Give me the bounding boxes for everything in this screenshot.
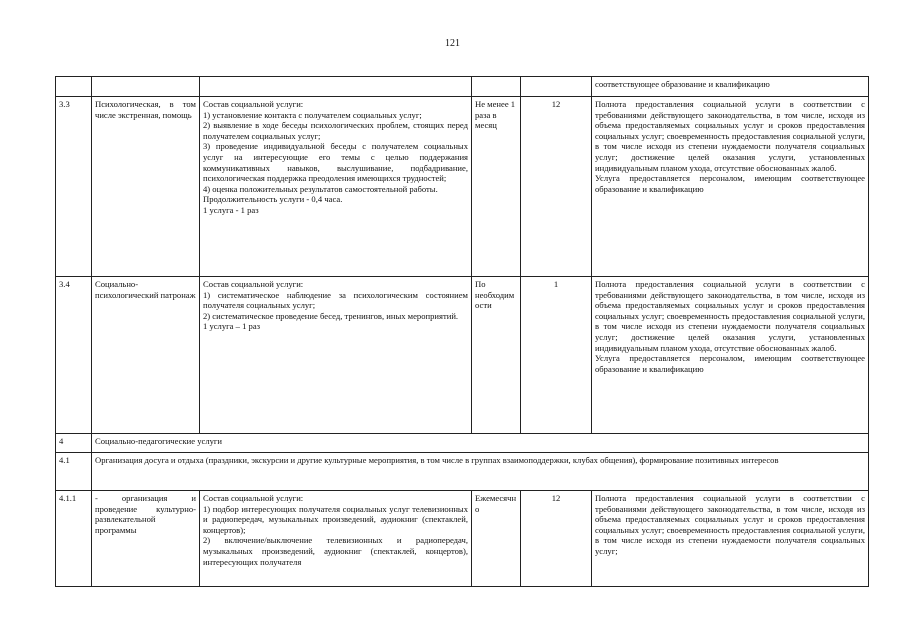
row-number: 4.1.1: [56, 491, 92, 587]
service-periodicity: По необходимости: [472, 277, 521, 434]
service-volume: 12: [521, 491, 592, 587]
service-name: Социально-психологический патронаж: [92, 277, 200, 434]
requirements-line: Услуга предоставляется персоналом, имеющим соответствующее образование и квалификацию: [595, 173, 865, 194]
table-row: [56, 97, 869, 277]
requirements-line: Полнота предоставления социальной услуги в соответствии с требованиями действующего законодательства, в том числе, исходя из объема предоставляемых социальных услуг и сроков предоставления социальных услуг; своевременность предоставления социальной услуги, в том числе исходя из степени нуждаемости получателя социальных услуг; достижение целей оказания услуги, установленных индивидуальным планом ухода, отсутствие обоснованных жалоб.: [595, 99, 865, 173]
composition-line: 1) подбор интересующих получателя социальных услуг телевизионных и радиопередач, музыкальных произведений, аудиокниг (спектаклей, концертов);: [203, 503, 468, 535]
table-row: [56, 77, 869, 97]
section-number: 4: [56, 434, 92, 453]
service-periodicity: Не менее 1 раза в месяц: [472, 97, 521, 277]
service-volume: 12: [521, 97, 592, 277]
section-title: Организация досуга и отдыха (праздники, экскурсии и другие культурные мероприятия, в том числе в группах взаимоподдержки, клубах общения), формирование позитивных интересов: [92, 453, 869, 491]
composition-line: Продолжительность услуги - 0,4 часа.: [203, 194, 343, 205]
requirements-cell: [592, 277, 869, 434]
section-title: Социально-педагогические услуги: [92, 434, 869, 453]
composition-line: Состав социальной услуги:: [203, 279, 304, 289]
requirements-line: Полнота предоставления социальной услуги в соответствии с требованиями действующего законодательства, в том числе, исходя из объема предоставляемых социальных услуг и сроков предоставления социальных услуг; своевременность предоставления социальной услуги, в том числе исходя из степени нуждаемости получателя социальных услуг;: [595, 493, 865, 556]
composition-line: Состав социальной услуги:: [203, 493, 304, 503]
requirements-cell: соответствующее образование и квалификацию: [592, 77, 869, 97]
section-row: [56, 434, 869, 453]
service-name: Психологическая, в том числе экстренная, помощь: [92, 97, 200, 277]
service-volume: 1: [521, 277, 592, 434]
services-table: [55, 76, 869, 587]
service-periodicity: Ежемесячно: [472, 491, 521, 587]
composition-line: 1) систематическое наблюдение за психологическим состоянием получателя социальных услуг;: [203, 289, 468, 311]
composition-line: Состав социальной услуги:: [203, 99, 304, 109]
service-composition: [200, 97, 472, 277]
section-number: 4.1: [56, 453, 92, 491]
composition-line: 2) систематическое проведение бесед, тренингов, иных мероприятий.: [203, 310, 459, 321]
row-number: 3.3: [56, 97, 92, 277]
row-number: 3.4: [56, 277, 92, 434]
page-number: 121: [445, 38, 460, 49]
table-row: [56, 277, 869, 434]
composition-line: 2) включение/выключение телевизионных и радиопередач, музыкальных произведений, аудиокниг (спектаклей, концертов), интересующих получателя: [203, 535, 468, 567]
requirements-cell: [592, 491, 869, 587]
table-row: [56, 491, 869, 587]
composition-line: 1 услуга – 1 раз: [203, 321, 261, 332]
composition-line: 2) выявление в ходе беседы психологических проблем, стоящих перед получателем социальных услуг;: [203, 120, 468, 141]
composition-line: 3) проведение индивидуальной беседы с получателем социальных услуг на интересующие его темы с целью поддержания коммуникативных навыков, выслушивание, подбадривание, психологическая поддержка преодоления имеющихся трудностей;: [203, 141, 468, 184]
requirements-cell: [592, 97, 869, 277]
service-composition: [200, 491, 472, 587]
service-name: - организация и проведение культурно-развлекательной программы: [92, 491, 200, 587]
section-row: [56, 453, 869, 491]
requirements-line: Полнота предоставления социальной услуги в соответствии с требованиями действующего законодательства, в том числе, исходя из объема предоставляемых социальных услуг и сроков предоставления социальных услуг; своевременность предоставления социальной услуги, в том числе исходя из степени нуждаемости получателя социальных услуг; достижение целей оказания услуги, установленных индивидуальным планом ухода, отсутствие обоснованных жалоб.: [595, 279, 865, 353]
service-composition: [200, 277, 472, 434]
requirements-line: Услуга предоставляется персоналом, имеющим соответствующее образование и квалификацию: [595, 353, 865, 374]
composition-line: 4) оценка положительных результатов самостоятельной работы.: [203, 183, 438, 194]
composition-line: 1) установление контакта с получателем социальных услуг;: [203, 109, 422, 120]
composition-line: 1 услуга - 1 раз: [203, 204, 259, 215]
